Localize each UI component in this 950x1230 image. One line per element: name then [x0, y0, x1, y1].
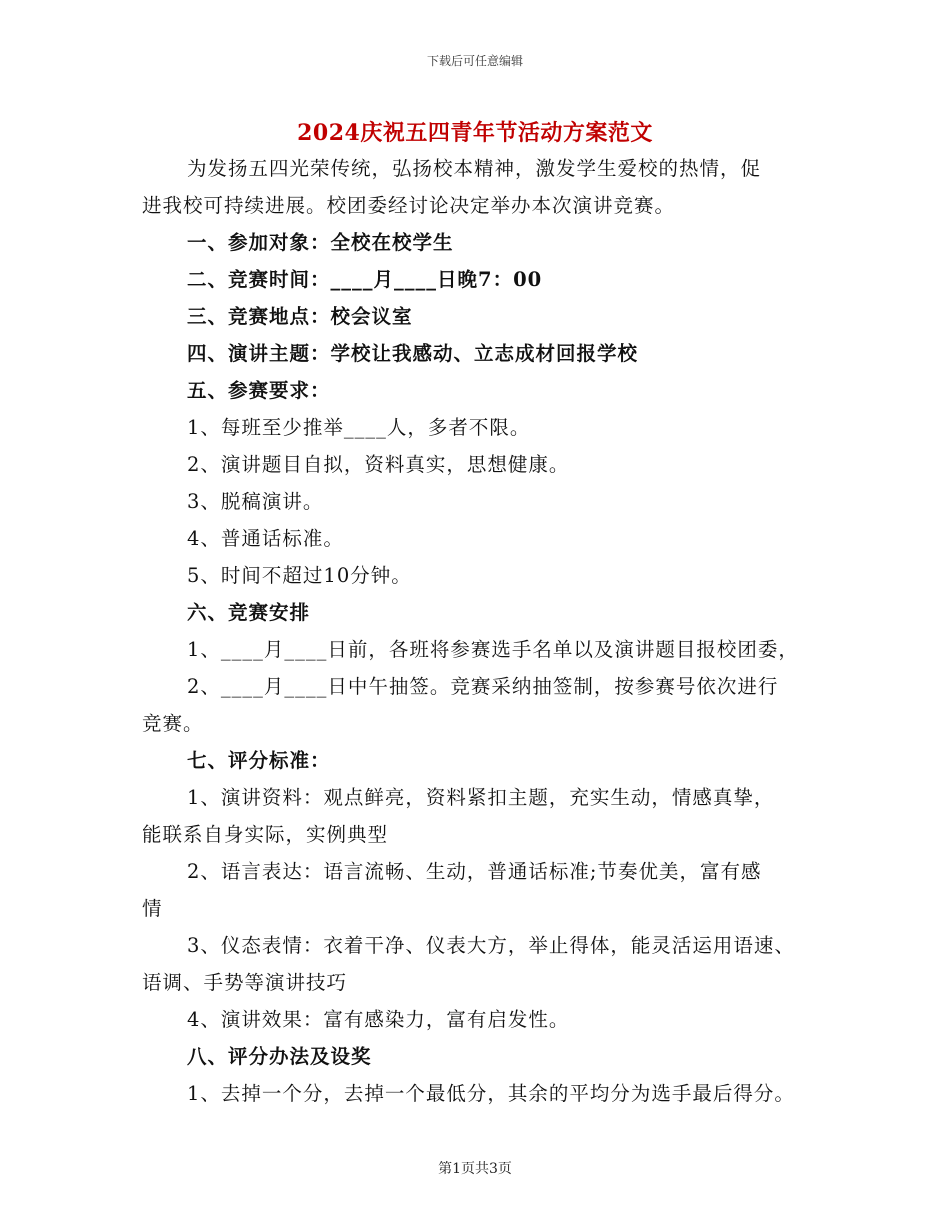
list-item: 2、演讲题目自拟，资料真实，思想健康。 — [187, 453, 570, 476]
list-item: 3、仪态表情：衣着干净、仪表大方，举止得体，能灵活运用语速、 — [187, 934, 795, 957]
section-heading-theme: 四、演讲主题：学校让我感动、立志成材回报学校 — [187, 342, 639, 365]
page-footer: 第1页共3页 — [438, 1161, 512, 1177]
section-heading-time: 二、竞赛时间：____月____日晚7：00 — [187, 268, 543, 291]
list-item: 2、语言表达：语言流畅、生动，普通话标准;节奏优美，富有感 — [187, 860, 762, 883]
list-item-continuation: 语调、手势等演讲技巧 — [142, 971, 348, 994]
list-item-continuation: 竞赛。 — [142, 712, 204, 735]
list-item: 3、脱稿演讲。 — [187, 490, 324, 513]
list-item-continuation: 能联系自身实际，实例典型 — [142, 823, 389, 846]
list-item: 2、____月____日中午抽签。竞赛采纳抽签制，按参赛号依次进行 — [187, 675, 779, 698]
paragraph-intro-line-1: 为发扬五四光荣传统，弘扬校本精神，激发学生爱校的热情，促 — [187, 157, 762, 180]
document-title: 2024庆祝五四青年节活动方案范文 — [297, 120, 653, 146]
list-item: 4、演讲效果：富有感染力，富有启发性。 — [187, 1008, 570, 1031]
section-heading-scoring-method: 八、评分办法及设奖 — [187, 1045, 372, 1068]
list-item: 4、普通话标准。 — [187, 527, 344, 550]
section-heading-location: 三、竞赛地点：校会议室 — [187, 305, 413, 328]
header-note: 下载后可任意编辑 — [426, 54, 523, 68]
list-item: 5、时间不超过10分钟。 — [187, 564, 412, 587]
list-item: 1、演讲资料：观点鲜亮，资料紧扣主题，充实生动，情感真挚， — [187, 786, 775, 809]
list-item: 1、每班至少推举____人，多者不限。 — [187, 416, 531, 439]
section-heading-scoring-criteria: 七、评分标准： — [187, 749, 331, 772]
list-item-continuation: 情 — [142, 897, 163, 920]
paragraph-intro-line-2: 进我校可持续进展。校团委经讨论决定举办本次演讲竞赛。 — [142, 194, 676, 217]
list-item: 1、去掉一个分，去掉一个最低分，其余的平均分为选手最后得分。 — [187, 1082, 795, 1105]
list-item: 1、____月____日前，各班将参赛选手名单以及演讲题目报校团委， — [187, 638, 799, 661]
section-heading-participants: 一、参加对象：全校在校学生 — [187, 231, 454, 254]
section-heading-arrangement: 六、竞赛安排 — [187, 601, 311, 624]
section-heading-requirements: 五、参赛要求： — [187, 379, 331, 402]
